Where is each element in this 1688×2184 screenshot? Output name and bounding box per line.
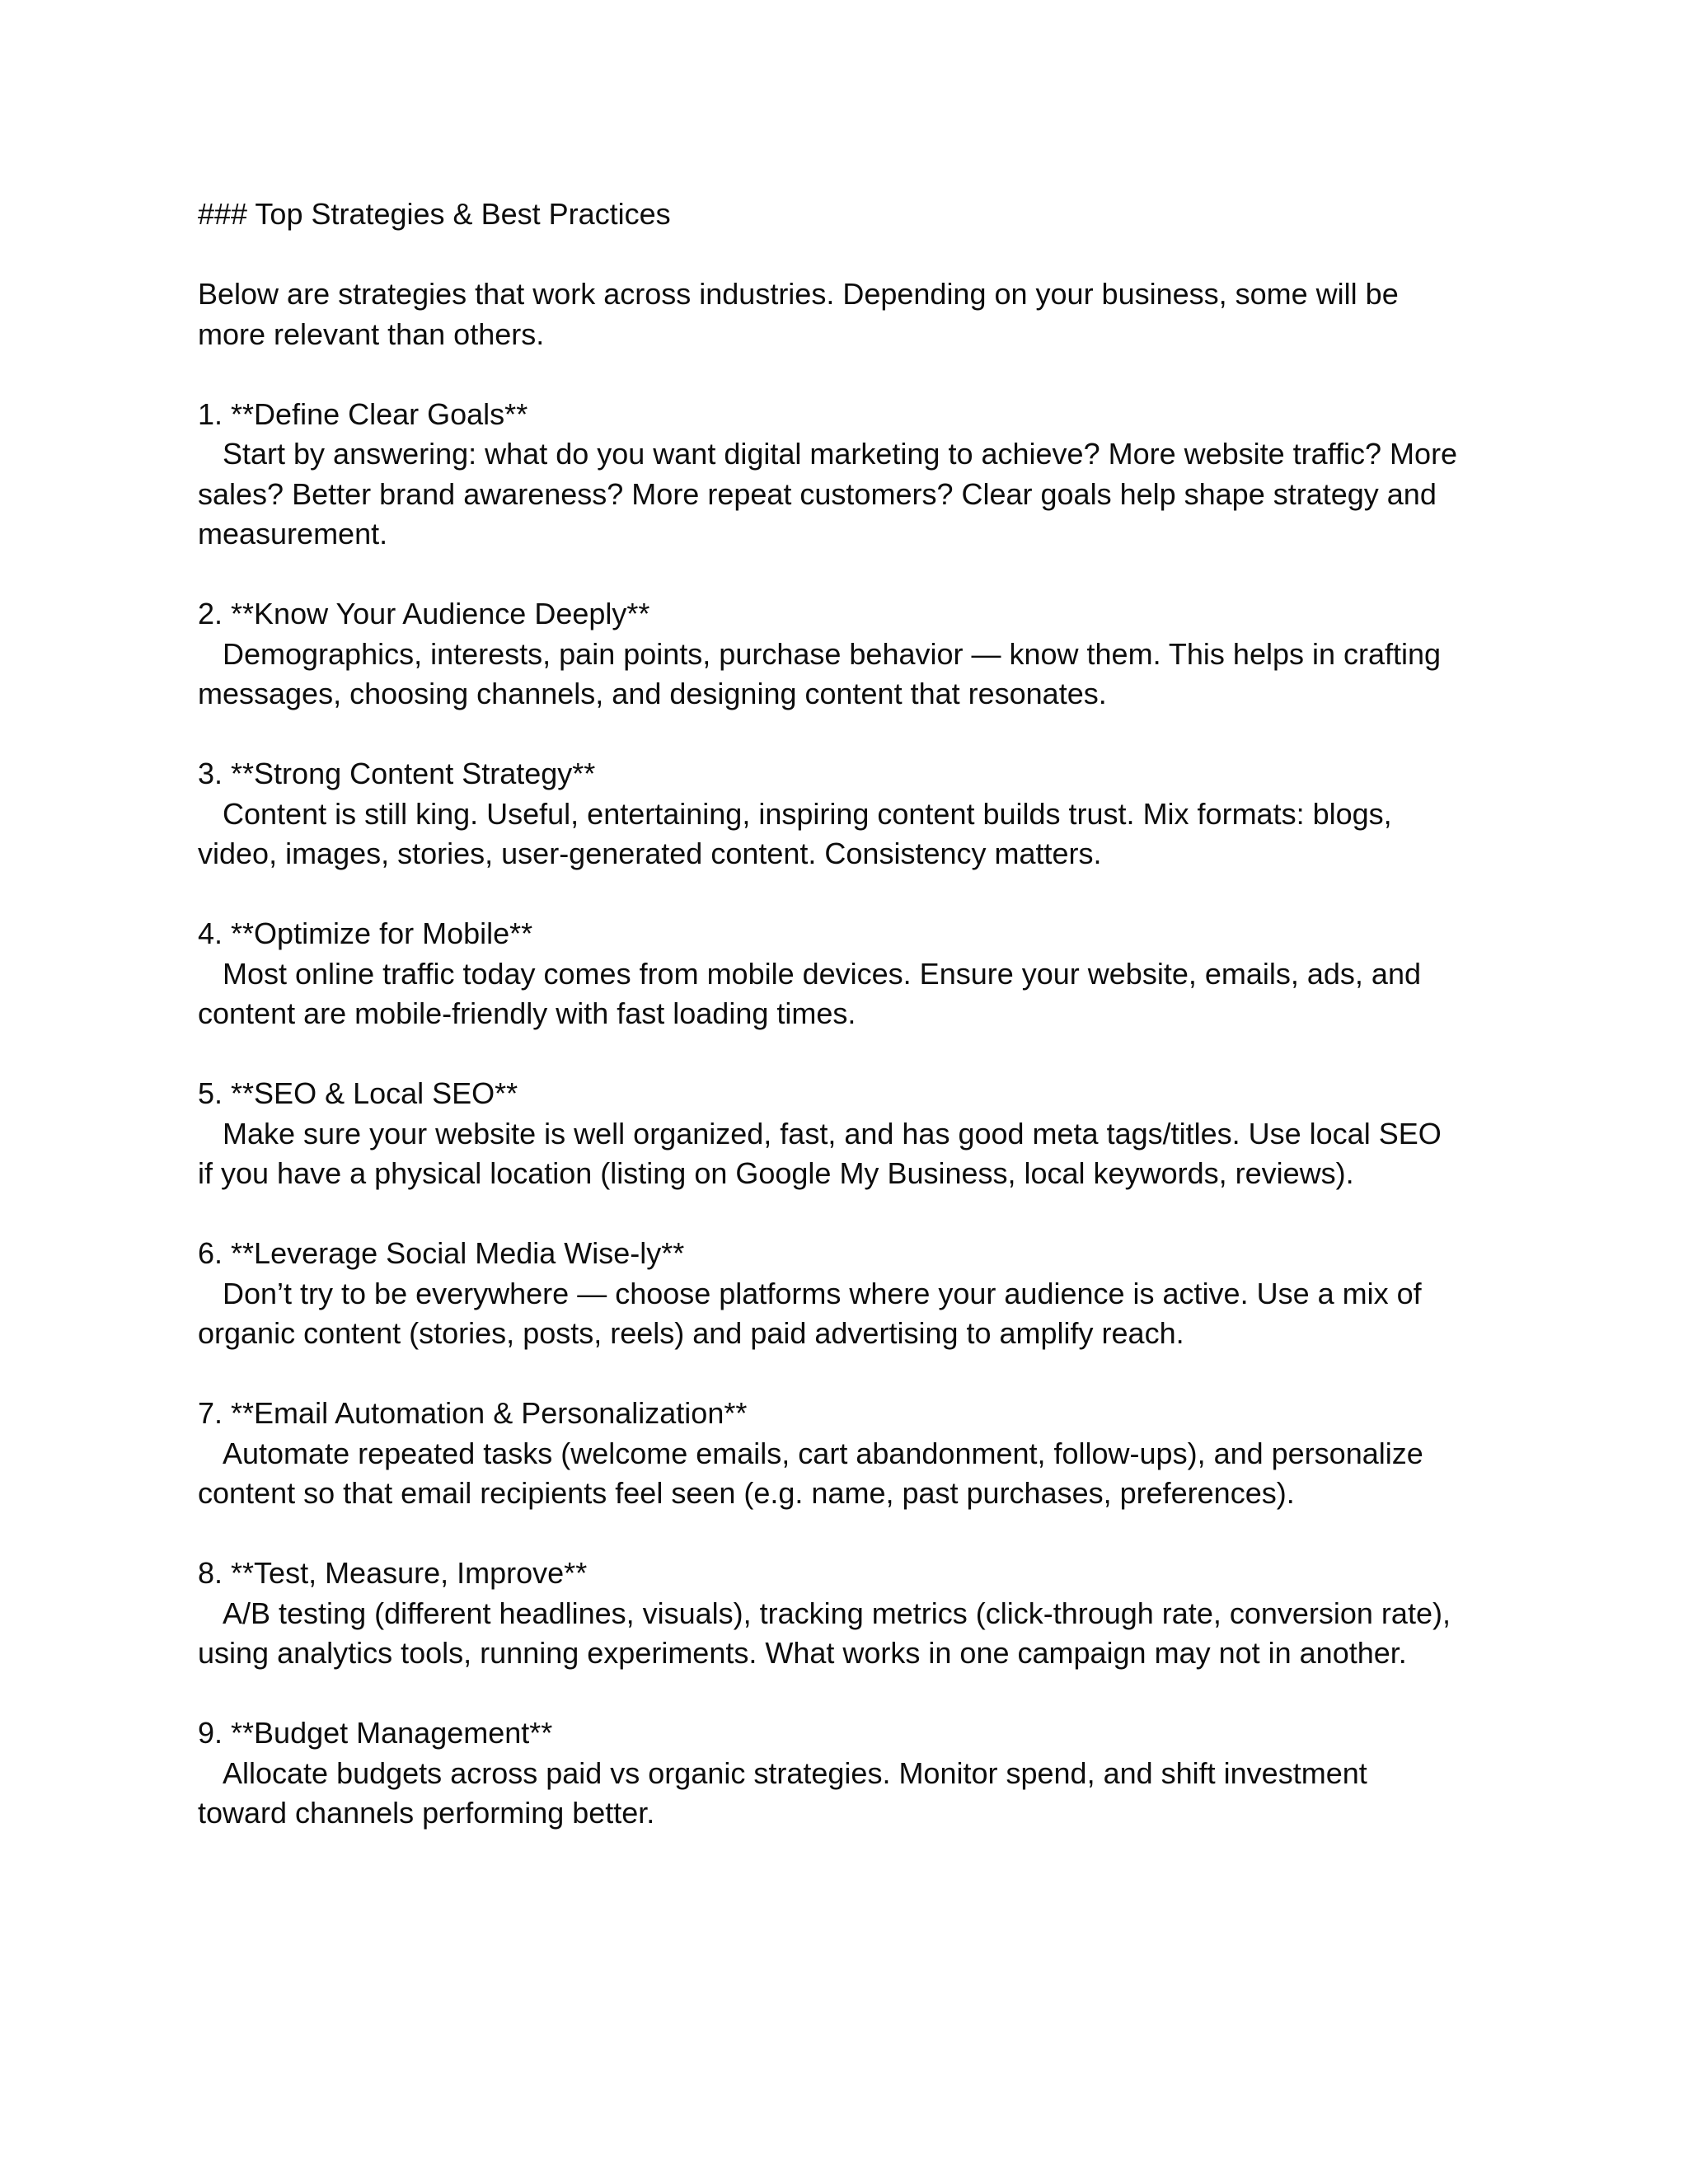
strategy-text-line: A/B testing (different headlines, visuals), tracking metrics (click-through rate, conversion rate), — [223, 1596, 1451, 1630]
strategy-title: 7. **Email Automation & Personalization** — [198, 1396, 748, 1430]
strategy-title: 2. **Know Your Audience Deeply** — [198, 597, 650, 630]
strategy-item-3 — [198, 754, 1482, 874]
strategy-text-line: video, images, stories, user-generated content. Consistency matters. — [198, 837, 1102, 870]
strategy-title: 5. **SEO & Local SEO** — [198, 1076, 518, 1110]
strategy-text-line: Automate repeated tasks (welcome emails, cart abandonment, follow-ups), and personalize — [223, 1436, 1423, 1470]
strategy-item-5 — [198, 1074, 1482, 1194]
strategy-item-9 — [198, 1713, 1482, 1834]
strategy-text-line: Content is still king. Useful, entertaining, inspiring content builds trust. Mix formats: blogs, — [223, 796, 1392, 831]
strategy-text-line: Make sure your website is well organized, fast, and has good meta tags/titles. Use local SEO — [223, 1116, 1442, 1151]
strategy-text-line: using analytics tools, running experiments. What works in one campaign may not in another. — [198, 1636, 1407, 1670]
section-heading: ### Top Strategies & Best Practices — [198, 197, 671, 231]
strategy-text-line: Start by answering: what do you want digital marketing to achieve? More website traffic? More — [223, 437, 1458, 471]
strategy-text-line: content are mobile-friendly with fast loading times. — [198, 996, 856, 1030]
strategy-text-line: toward channels performing better. — [198, 1796, 655, 1830]
strategy-item-8 — [198, 1554, 1482, 1674]
strategy-text-line: Demographics, interests, pain points, purchase behavior — know them. This helps in crafting — [223, 636, 1442, 671]
intro-line: more relevant than others. — [198, 316, 545, 351]
strategy-title: 9. **Budget Management** — [198, 1716, 553, 1750]
strategy-item-6 — [198, 1234, 1482, 1354]
strategy-text-line: messages, choosing channels, and designing content that resonates. — [198, 677, 1107, 710]
strategy-title: 1. **Define Clear Goals** — [198, 396, 528, 431]
strategy-title: 4. **Optimize for Mobile** — [198, 916, 533, 950]
strategy-text-line: measurement. — [198, 517, 388, 551]
strategy-title: 6. **Leverage Social Media Wise-ly** — [198, 1236, 685, 1270]
strategy-title: 3. **Strong Content Strategy** — [198, 757, 596, 790]
intro-line: Below are strategies that work across industries. Depending on your business, some will be — [198, 277, 1399, 311]
strategy-item-2 — [198, 594, 1482, 715]
strategy-text-line: if you have a physical location (listing on Google My Business, local keywords, reviews). — [198, 1156, 1354, 1190]
strategy-text-line: sales? Better brand awareness? More repeat customers? Clear goals help shape strategy and — [198, 476, 1437, 511]
strategy-text-line: organic content (stories, posts, reels) and paid advertising to amplify reach. — [198, 1316, 1184, 1350]
strategy-item-7 — [198, 1394, 1482, 1514]
strategy-text-line: Don’t try to be everywhere — choose platforms where your audience is active. Use a mix of — [223, 1276, 1422, 1310]
strategy-text-line: content so that email recipients feel seen (e.g. name, past purchases, preferences). — [198, 1476, 1295, 1510]
strategy-text-line: Most online traffic today comes from mobile devices. Ensure your website, emails, ads, and — [223, 956, 1421, 991]
strategy-item-4 — [198, 914, 1482, 1034]
strategy-item-1 — [198, 395, 1482, 555]
strategy-text-line: Allocate budgets across paid vs organic strategies. Monitor spend, and shift investment — [223, 1755, 1367, 1790]
strategy-title: 8. **Test, Measure, Improve** — [198, 1556, 588, 1590]
intro-paragraph — [198, 274, 1482, 354]
